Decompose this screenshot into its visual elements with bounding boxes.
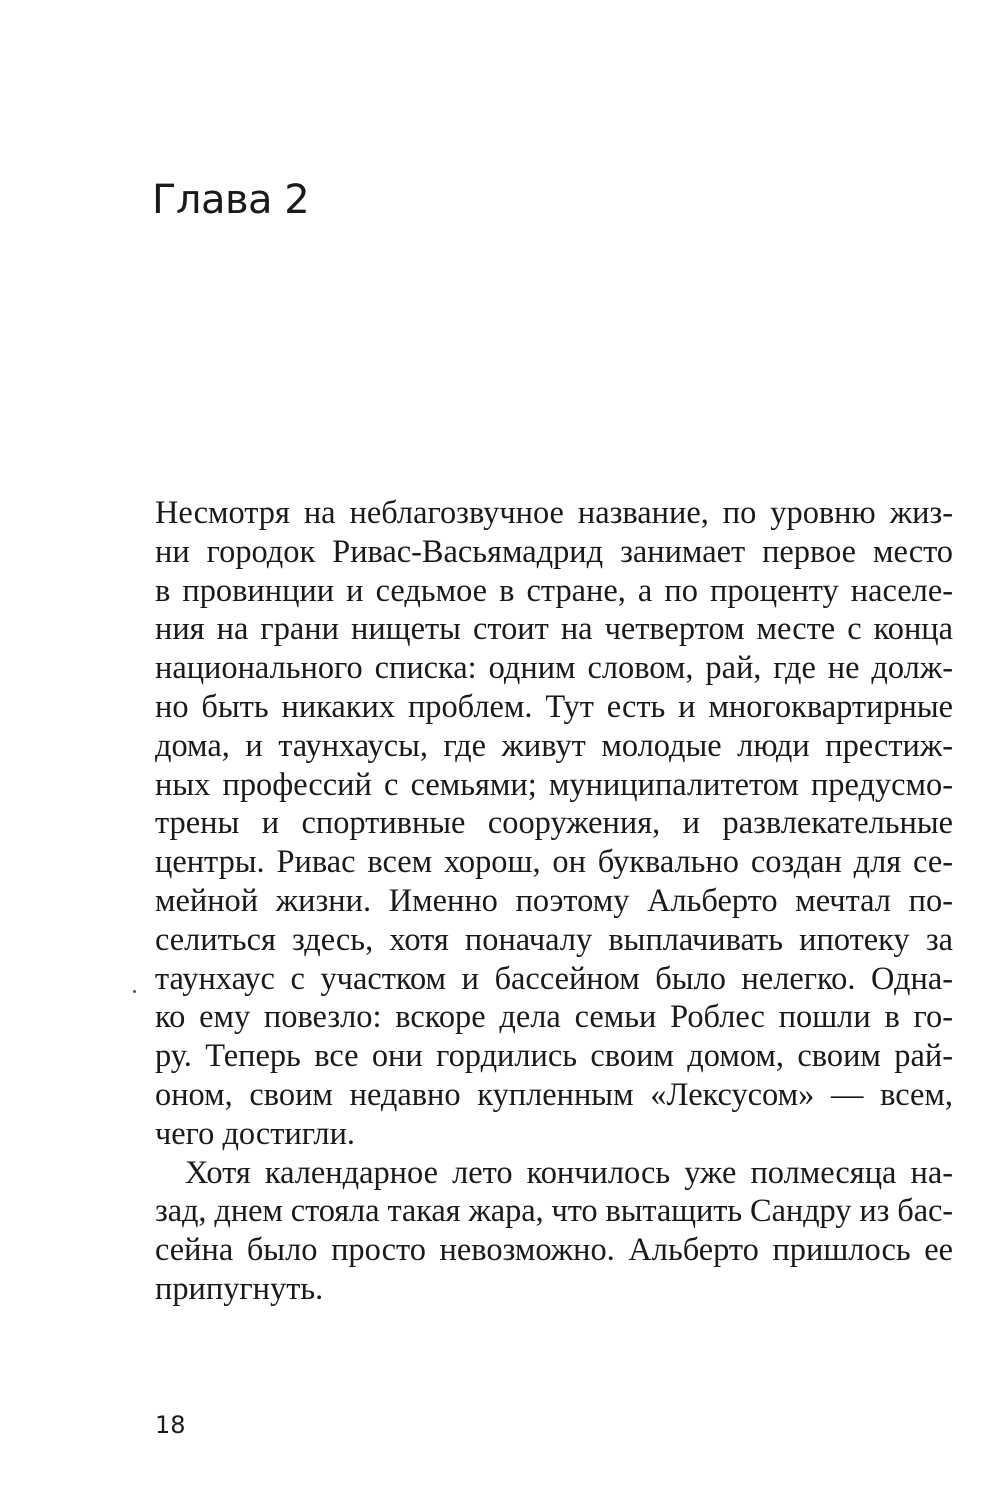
text-line: но быть никаких проблем. Тут есть и многоквартирные [155, 688, 953, 725]
text-line: трены и спортивные сооружения, и развлекательные [155, 805, 953, 842]
text-line: ру. Теперь все они гордились своим домом, своим рай- [155, 1038, 953, 1075]
text-line: мейной жизни. Именно поэтому Альберто мечтал по- [155, 882, 953, 919]
text-line: ния на грани нищеты стоит на четвертом месте с конца [155, 611, 953, 648]
text-line: зад, днем стояла такая жара, что вытащить Сандру из бас- [155, 1193, 953, 1230]
text-line: национального списка: одним словом, рай, где не долж- [155, 650, 953, 687]
text-line: Несмотря на неблагозвучное название, по уровню жиз- [155, 495, 953, 531]
text-line: припугнуть. [155, 1270, 324, 1307]
text-line: центры. Ривас всем хорош, он буквально создан для се- [155, 844, 953, 881]
paragraph-2 [155, 1154, 953, 1309]
text-line: таунхаус с участком и бассейном было нелегко. Однa- [155, 960, 953, 997]
text-line: ко ему повезло: вскоре дела семьи Роблес пошли в го- [155, 999, 953, 1036]
scan-speck [133, 990, 136, 993]
text-line: сейна было просто невозможно. Альберто пришлось ее [155, 1232, 953, 1269]
text-line: Хотя календарное лето кончилось уже полмесяца на- [185, 1154, 953, 1191]
text-line: в провинции и седьмое в стране, а по проценту населе- [155, 572, 953, 609]
text-line: ни городок Ривас-Васьямадрид занимает первое место [155, 533, 953, 570]
paragraph-1 [155, 494, 953, 1154]
text-line: селиться здесь, хотя поначалу выплачивать ипотеку за [155, 921, 953, 958]
text-line: дома, и таунхаусы, где живут молодые люди престиж- [155, 727, 953, 764]
chapter-title: Глава 2 [152, 177, 310, 223]
page-number: 18 [155, 1411, 186, 1439]
text-line: ных профессий с семьями; муниципалитетом предусмо- [155, 766, 953, 803]
text-line: чего достигли. [155, 1115, 356, 1152]
text-line: оном, своим недавно купленным «Лексусом» — всем, [155, 1076, 953, 1113]
body-text [155, 494, 953, 1309]
